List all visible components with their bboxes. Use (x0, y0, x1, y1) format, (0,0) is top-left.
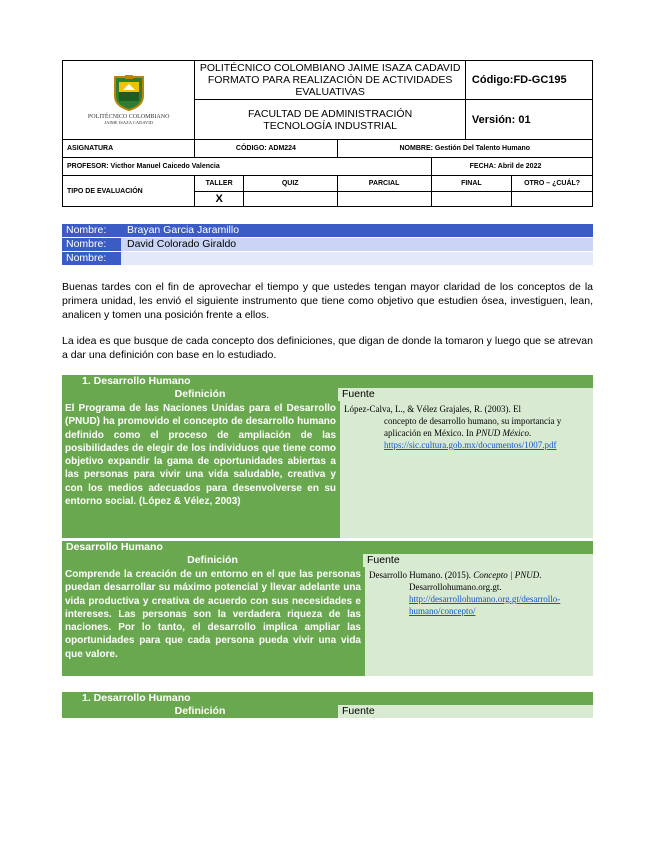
citation-link-line (344, 439, 589, 451)
citation-text: concepto de desarrollo humano, su importancia y aplicación en México. In (384, 416, 562, 438)
program-name: TECNOLOGÍA INDUSTRIAL (263, 119, 397, 132)
logo-line-1: POLITÉCNICO COLOMBIANO (87, 114, 170, 120)
intro-paragraph-2: La idea es que busque de cada concepto dos definiciones, que digan de donde la tomaron y luego que se atrevan a dar una definición con base en lo estudiado. (62, 335, 593, 361)
citation-link[interactable]: https://sic.cultura.gob.mx/documentos/1007.pdf (384, 440, 557, 450)
name-label: Nombre: (62, 238, 121, 251)
final-mark (431, 192, 511, 207)
logo-line-2: JAIME ISAZA CADAVID (104, 120, 153, 125)
institution-name: POLITÉCNICO COLOMBIANO JAIME ISAZA CADAVID (199, 62, 461, 74)
name-row-3 (62, 252, 593, 265)
date: FECHA: Abril de 2022 (431, 158, 592, 176)
name-label: Nombre: (62, 224, 121, 237)
institution-shield-logo (111, 74, 147, 112)
definition-column-header: Definición (62, 388, 338, 401)
citation-lead: Desarrollo Humano. (2015). (369, 570, 471, 580)
name-value (121, 252, 593, 265)
name-value: David Colorado Giraldo (121, 238, 593, 251)
citation-body (344, 415, 589, 439)
concept-table-1 (62, 375, 593, 538)
faculty-name: FACULTAD DE ADMINISTRACIÓN (248, 107, 413, 120)
course-name: NOMBRE: Gestión Del Talento Humano (337, 140, 592, 158)
concept-table-2 (62, 541, 593, 676)
source-citation (365, 567, 593, 676)
section-title: 1. Desarrollo Humano (62, 375, 593, 388)
citation-journal: PNUD México (475, 428, 529, 438)
name-row-1 (62, 224, 593, 237)
name-value: Brayan Garcia Jaramillo (121, 224, 593, 237)
course-code: CÓDIGO: ADM224 (195, 140, 337, 158)
header-title-cell (195, 61, 466, 100)
citation-title: Concepto | PNUD (473, 570, 540, 580)
type-quiz: QUIZ (243, 176, 337, 192)
definition-row (62, 567, 593, 676)
concept-table-3 (62, 692, 593, 718)
evaluation-type-label: TIPO DE EVALUACIÓN (63, 176, 195, 207)
taller-mark: X (195, 192, 244, 207)
document-code: Código:FD-GC195 (465, 61, 592, 100)
source-citation (340, 401, 593, 538)
citation-site: Desarrollohumano.org.gt. (409, 582, 502, 592)
name-label: Nombre: (62, 252, 121, 265)
format-header-table (62, 60, 593, 207)
column-header-row (62, 388, 593, 401)
source-column-header: Fuente (338, 388, 593, 401)
definition-row (62, 401, 593, 538)
column-header-row (62, 705, 593, 718)
logo-cell (63, 61, 195, 140)
citation-link-line (369, 593, 589, 617)
definition-column-header: Definición (62, 705, 338, 718)
citation-lead: López-Calva, L., & Vélez Grajales, R. (2003). El (344, 404, 522, 414)
intro-paragraph-1: Buenas tardes con el fin de aprovechar el tiempo y que ustedes tengan mayor claridad de los conceptos de la primera unidad, les envió el siguiente instrumento que tiene como objetivo que estudien ósea, investiguen, lean, analicen y tomen una posición frente a ellos. (62, 281, 593, 321)
section-title: Desarrollo Humano (62, 541, 593, 554)
definition-text: El Programa de las Naciones Unidas para el Desarrollo (PNUD) ha promovido el concepto de desarrollo humano definido como el proceso de ampliación de las posibilidades de elegir de los individuos que tiene como objetivo expandir la gama de oportunidades abiertas a las personas para vivir una vida saludable, creativa y con los medios adecuados para desenvolverse en su entorno social. (López & Vélez, 2003) (62, 401, 340, 538)
type-final: FINAL (431, 176, 511, 192)
citation-lead-line (369, 569, 589, 581)
type-parcial: PARCIAL (337, 176, 431, 192)
type-otro: OTRO – ¿CUÁL? (512, 176, 593, 192)
citation-end: . (528, 428, 532, 438)
definition-text: Comprende la creación de un entorno en el que las personas puedan desarrollar su máximo potencial y llevar adelante una vida productiva y creativa de acuerdo con sus necesidades e intereses. Las personas son la verdadera riqueza de las naciones. Por lo tanto, el desarrollo implica ampliar las oportunidades para que cada persona pueda vivir una vida que valore. (62, 567, 365, 676)
column-header-row (62, 554, 593, 567)
name-row-2 (62, 238, 593, 251)
source-column-header: Fuente (338, 705, 593, 718)
format-title: FORMATO PARA REALIZACIÓN DE ACTIVIDADES EVALUATIVAS (207, 74, 453, 98)
citation-link[interactable]: http://desarrollohumano.org.gt/desarrollo-humano/concepto/ (409, 594, 561, 616)
section-title: 1. Desarrollo Humano (62, 692, 593, 705)
source-column-header: Fuente (363, 554, 593, 567)
faculty-cell (195, 100, 466, 140)
parcial-mark (337, 192, 431, 207)
professor: PROFESOR: Victhor Manuel Caicedo Valencia (63, 158, 432, 176)
document-version: Versión: 01 (465, 100, 592, 140)
quiz-mark (243, 192, 337, 207)
otro-mark (512, 192, 593, 207)
citation-end: . (539, 570, 542, 580)
asignatura-label: ASIGNATURA (63, 140, 195, 158)
definition-column-header: Definición (62, 554, 363, 567)
type-taller: TALLER (195, 176, 244, 192)
